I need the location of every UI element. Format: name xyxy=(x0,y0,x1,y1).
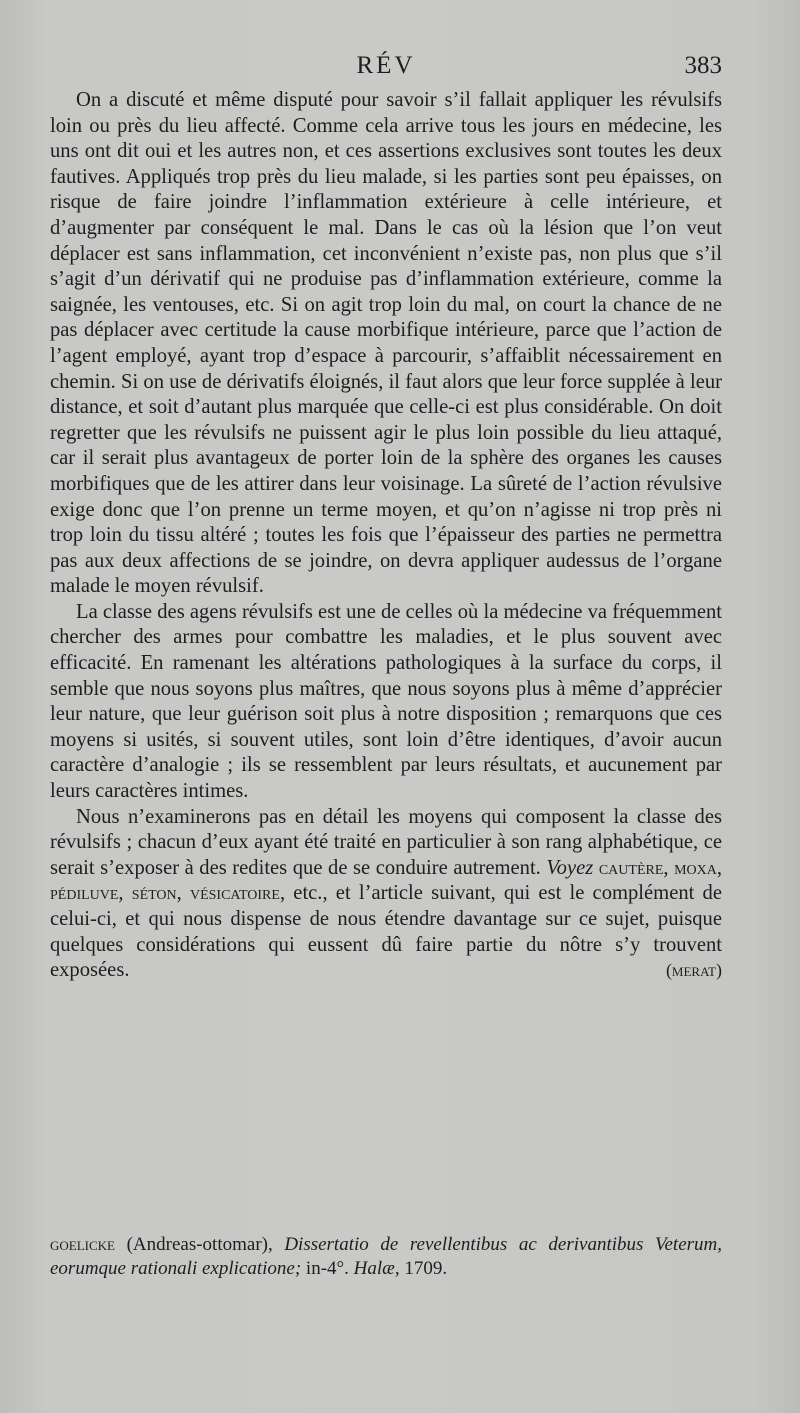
bibliography-entry xyxy=(50,1233,722,1281)
article-body xyxy=(50,88,722,984)
paragraph-3 xyxy=(50,805,722,984)
running-head-title: RÉV xyxy=(356,52,416,79)
paragraph-1: On a discuté et même disputé pour savoir s’il fallait appliquer les révulsifs loin ou près du lieu affecté. Comme cela arrive tous les jours en médecine, les uns ont dit oui et les autres non, et ces assertions exclusives sont toutes les deux fautives. Appliqués trop près du lieu malade, si les parties sont peu épaisses, on risque de faire joindre l’inflammation extérieure à celle intérieure, et d’augmenter par conséquent le mal. Dans le cas où la lésion que l’on veut déplacer est sans inflammation, cet inconvénient n’existe pas, non plus que s’il s’agit d’un dérivatif qui ne produise pas d’inflammation extérieure, comme la saignée, les ventouses, etc. Si on agit trop loin du mal, on court la chance de ne pas déplacer avec certitude la cause morbifique intérieure, parce que l’action de l’agent employé, ayant trop d’espace à parcourir, s’affaiblit nécessairement en chemin. Si on use de dérivatifs éloignés, il faut alors que leur force supplée à leur distance, et soit d’autant plus marquée que celle-ci est plus considérable. On doit regretter que les révulsifs ne puissent agir le plus loin possible du lieu attaqué, car il serait plus avantageux de porter loin de la sphère des organes les causes morbifiques que de les attirer dans leur voisinage. La sûreté de l’action révulsive exige donc que l’on prenne un terme moyen, et qu’on n’agisse ni trop près ni trop loin du tissu altéré ; toutes les fois que l’épaisseur des parties ne permettra pas aux deux affections de se joindre, on devra appliquer audessus de l’organe malade le moyen révulsif. xyxy=(50,89,722,598)
paragraph-3-text: Nous n’examinerons pas en détail les moyens qui composent la classe des révulsifs ; chacun d’eux ayant été traité en particulier à son rang alphabétique, ce serait s’exposer à des redites que de se conduire autrement. xyxy=(50,805,722,879)
voyez-label: Voyez xyxy=(546,856,594,879)
bibliography-author: goelicke xyxy=(50,1234,115,1255)
bibliography-details: in-4°. xyxy=(301,1258,354,1279)
page-number: 383 xyxy=(684,52,722,79)
paragraph-3-continuation: etc., et l’article suivant, qui est le complément de celui-ci, et qui nous dispense de nous étendre davantage sur ce sujet, puisque quelques considérations qui eussent dû faire partie du nôtre s’y trouvent exposées. xyxy=(50,882,722,982)
paragraph-2: La classe des agens révulsifs est une de celles où la médecine va fréquemment chercher des armes pour combattre les maladies, et le plus souvent avec efficacité. En ramenant les altérations pathologiques à la surface du corps, il semble que nous soyons plus maîtres, que nous soyons plus à même d’apprécier leur nature, que leur guérison soit plus à notre disposition ; remarquons que ces moyens si usités, si souvent utiles, sont loin d’être identiques, d’avoir aucun caractère d’analogie ; ils se ressemblent par leurs résultats, et aucunement par leurs caractères intimes. xyxy=(50,600,722,803)
cross-references: cautère, moxa, pédiluve, séton, vésicatoire, xyxy=(50,856,723,905)
bibliography-year: , 1709. xyxy=(394,1258,448,1279)
bibliography-title: Dissertatio de revellentibus ac derivantibus Veterum, eorumque rationali explicatione; xyxy=(50,1234,722,1279)
bibliography-author-names: (Andreas-ottomar), xyxy=(115,1234,285,1255)
running-head xyxy=(50,52,722,86)
bibliography-place: Halæ xyxy=(353,1258,395,1279)
author-signature: (merat) xyxy=(665,960,722,981)
